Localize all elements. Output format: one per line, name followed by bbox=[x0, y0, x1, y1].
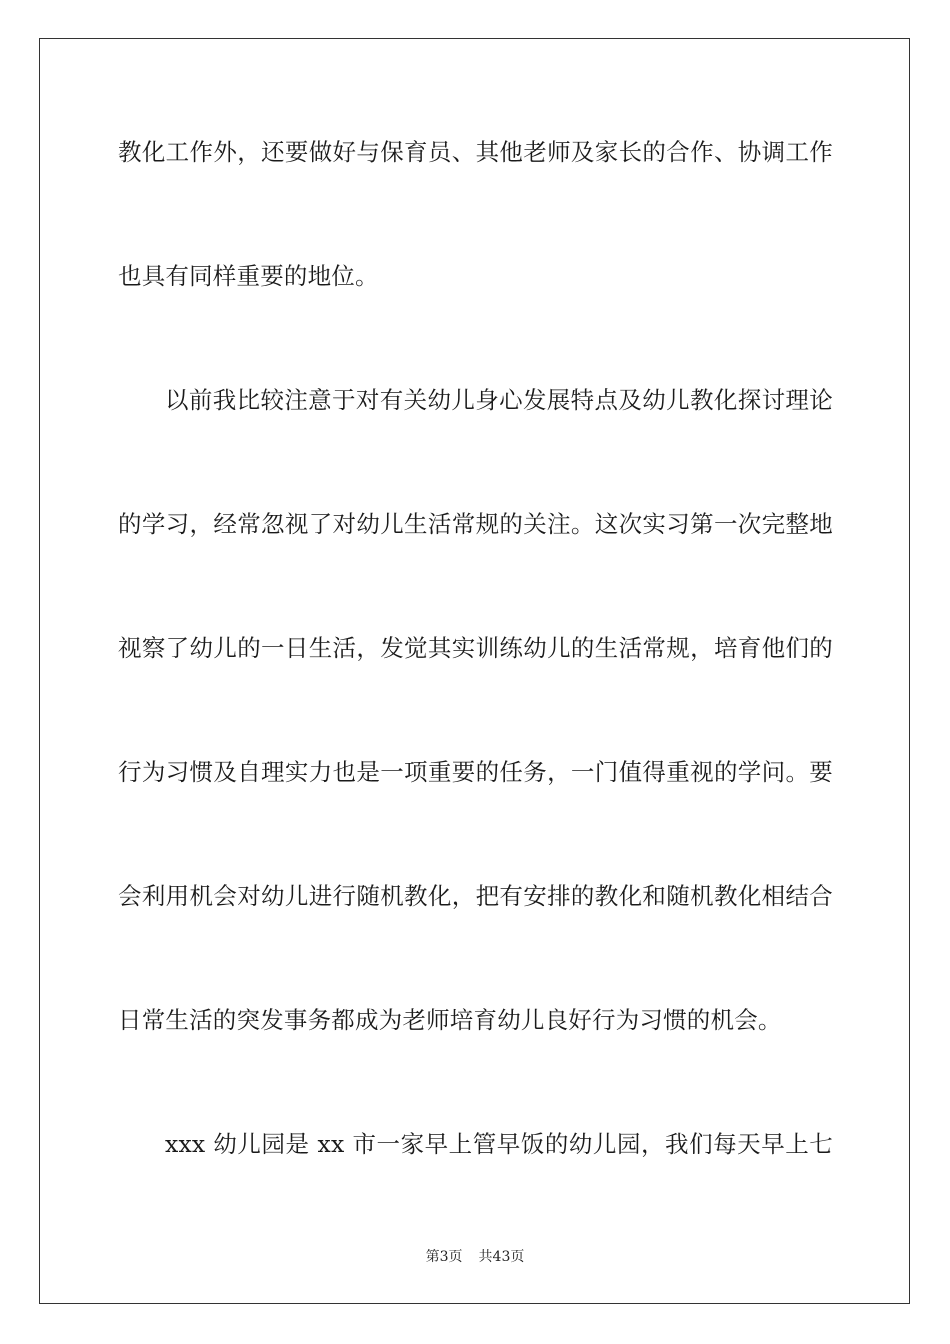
text-line-4: 的学习，经常忽视了对幼儿生活常规的关注。这次实习第一次完整地 bbox=[118, 510, 833, 538]
text-line-1: 教化工作外，还要做好与保育员、其他老师及家长的合作、协调工作 bbox=[118, 138, 833, 166]
page-number-current: 第3页 bbox=[425, 1249, 463, 1265]
text-line-3: 以前我比较注意于对有关幼儿身心发展特点及幼儿教化探讨理论 bbox=[165, 386, 833, 414]
text-line-8: 日常生活的突发事务都成为老师培育幼儿良好行为习惯的机会。 bbox=[118, 1006, 782, 1034]
text-line-5: 视察了幼儿的一日生活，发觉其实训练幼儿的生活常规，培育他们的 bbox=[118, 634, 833, 662]
text-line-7: 会利用机会对幼儿进行随机教化，把有安排的教化和随机教化相结合 bbox=[118, 882, 833, 910]
page-number-total: 共43页 bbox=[478, 1249, 525, 1265]
text-line-9: xxx 幼儿园是 xx 市一家早上管早饭的幼儿园，我们每天早上七 bbox=[165, 1130, 833, 1158]
page-footer bbox=[0, 1247, 950, 1267]
text-line-6: 行为习惯及自理实力也是一项重要的任务，一门值得重视的学问。要 bbox=[118, 758, 833, 786]
text-line-2: 也具有同样重要的地位。 bbox=[118, 262, 379, 290]
page-border bbox=[39, 38, 910, 1304]
